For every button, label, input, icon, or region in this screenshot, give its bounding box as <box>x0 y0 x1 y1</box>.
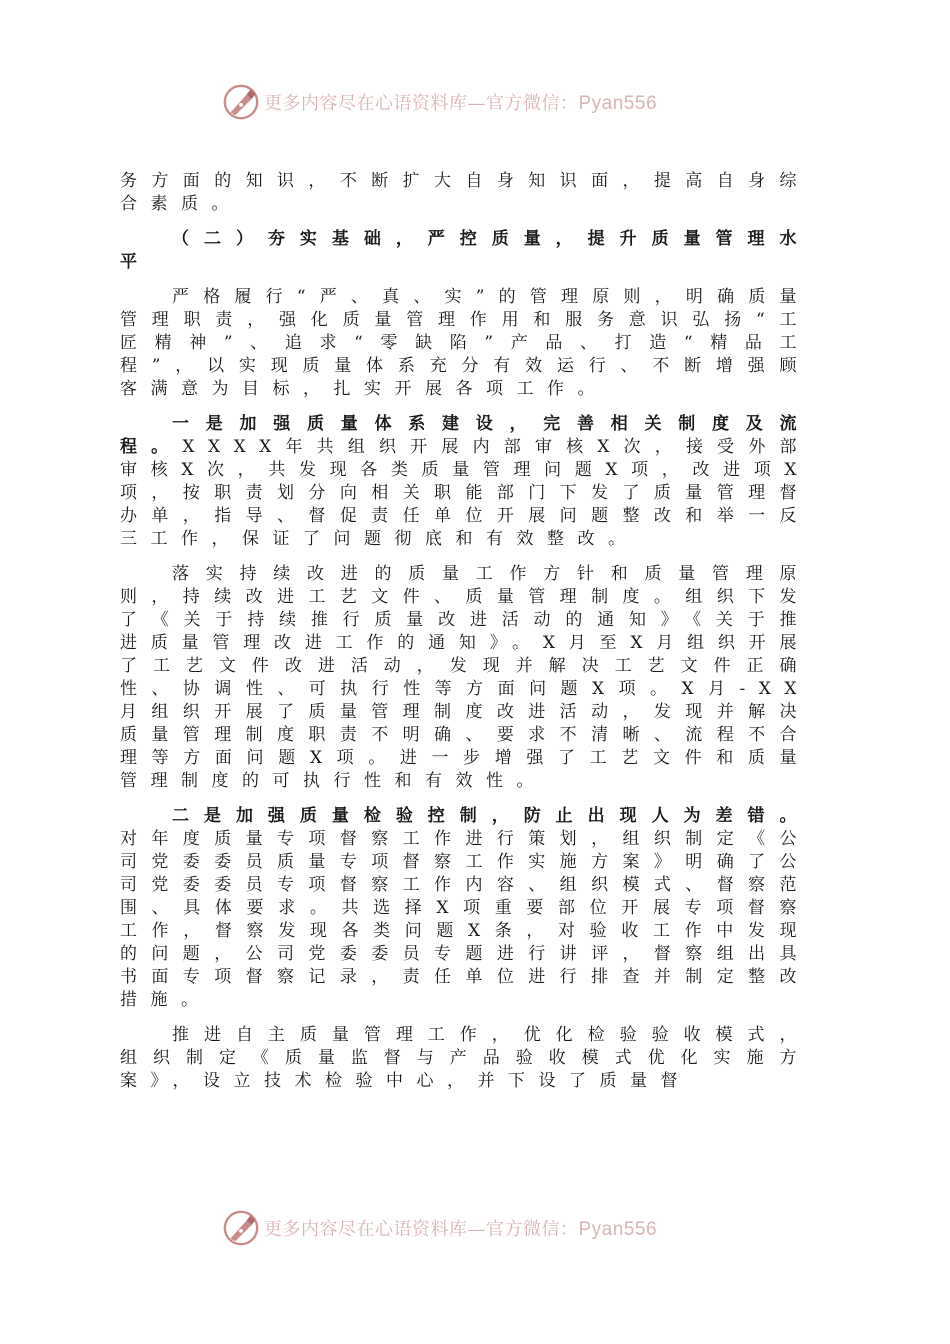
section-heading: （二）夯实基础，严控质量，提升质量管理水平 <box>120 229 810 272</box>
paragraph-lead: 二是加强质量检验控制，防止出现人为差错。 <box>172 806 810 826</box>
paragraph <box>120 413 810 551</box>
wechat-account: Pyan556 <box>578 1219 658 1240</box>
paragraph-text: XXXX年共组织开展内部审核X次，接受外部审核X次，共发现各类质量管理问题X项，改进项X项，按职责划分向相关职能部门下发了质量管理督办单，指导、督促责任单位开展问题整改和举一反三工作，保证了问题彻底和有效整改。 <box>120 437 811 549</box>
header-watermark-banner <box>222 82 722 122</box>
paragraph <box>120 805 810 1012</box>
paragraph: 推进自主质量管理工作，优化检验验收模式，组织制定《质量监督与产品验收模式优化实施方案》，设立技术检验中心，并下设了质量督 <box>120 1025 810 1091</box>
paragraph-continuation: 务方面的知识，不断扩大自身知识面，提高自身综合素质。 <box>120 171 810 214</box>
banner-text <box>264 89 657 115</box>
banner-slogan: 更多内容尽在心语资料库—官方微信： <box>264 1219 579 1240</box>
document-body <box>120 170 810 1105</box>
paragraph: 落实持续改进的质量工作方针和质量管理原则，持续改进工艺文件、质量管理制度。组织下发了《关于持续推行质量改进活动的通知》《关于推进质量管理改进工作的通知》。X月至X月组织开展了工艺文件改进活动，发现并解决工艺文件正确性、协调性、可执行性等方面问题X项。X月-XX月组织开展了质量管理制度改进活动，发现并解决质量管理制度职责不明确、要求不清晰、流程不合理等方面问题X项。进一步增强了工艺文件和质量管理制度的可执行性和有效性。 <box>120 564 810 791</box>
banner-slogan: 更多内容尽在心语资料库—官方微信： <box>264 93 579 114</box>
wechat-account: Pyan556 <box>578 93 658 114</box>
footer-watermark-banner <box>222 1208 722 1248</box>
pen-nib-logo-icon <box>222 83 260 121</box>
paragraph-text: 对年度质量专项督察工作进行策划，组织制定《公司党委委员质量专项督察工作实施方案》明确了公司党委委员专项督察工作内容、组织模式、督察范围、具体要求。共选择X项重要部位开展专项督察工作，督察发现各类问题X条，对验收工作中发现的问题，公司党委委员专题进行讲评，督察组出具书面专项督察记录，责任单位进行排查并制定整改措施。 <box>120 829 810 1010</box>
banner-text <box>264 1215 657 1241</box>
pen-nib-logo-icon <box>222 1209 260 1247</box>
paragraph-lead: 一是加强质量体系建设，完善相关制度及流程。 <box>120 414 810 457</box>
paragraph: 严格履行“严、真、实”的管理原则，明确质量管理职责，强化质量管理作用和服务意识弘扬“工匠精神”、追求“零缺陷”产品、打造“精品工程”，以实现质量体系充分有效运行、不断增强顾客满意为目标，扎实开展各项工作。 <box>120 287 810 399</box>
